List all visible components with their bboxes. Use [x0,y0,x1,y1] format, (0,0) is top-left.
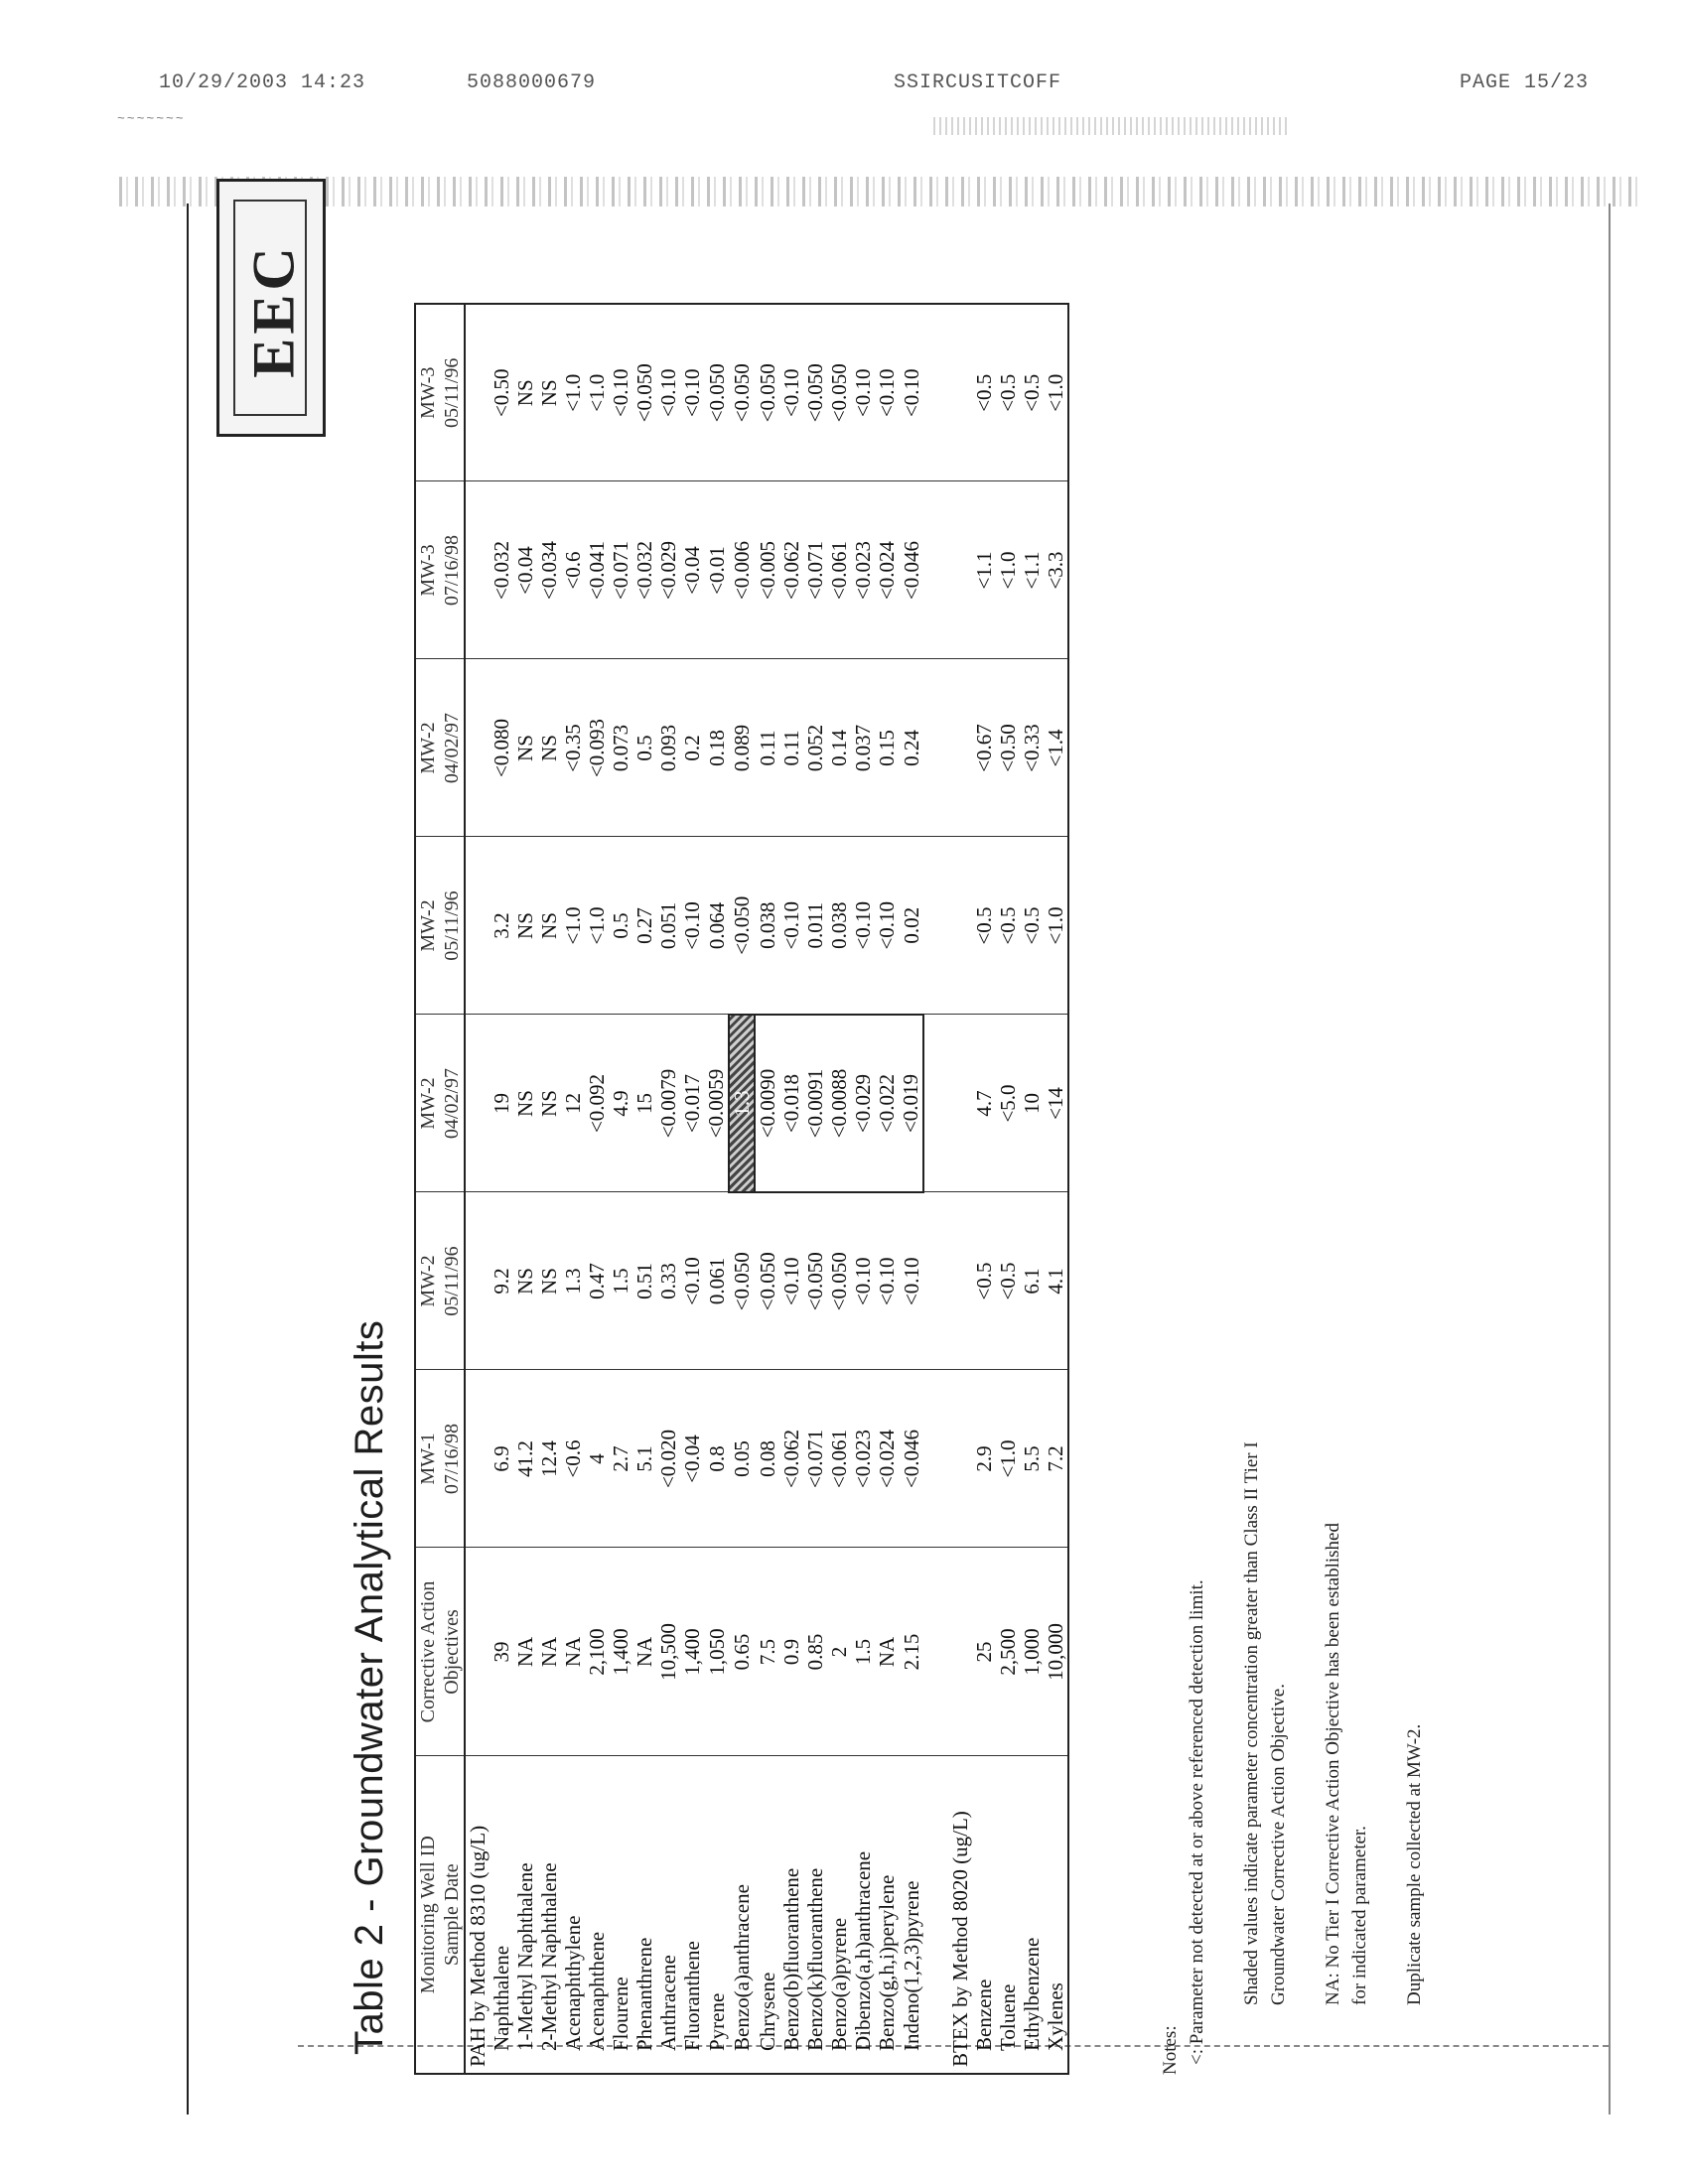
section-row-btex [948,304,972,2074]
empty-cell [948,1015,972,1192]
empty-cell [923,1756,948,2074]
result-value: <0.10 [851,837,875,1015]
table-row [803,304,827,2074]
table-row [561,304,585,2074]
objective-value: 0.85 [803,1548,827,1756]
column-header-well: MW-1 [415,1370,440,1548]
objective-value: 0.65 [729,1548,755,1756]
result-value: <0.5 [1020,304,1044,481]
objective-value: 1.5 [851,1548,875,1756]
result-value: 19 [490,1015,513,1192]
parameter-name: 1-Methyl Naphthalene [513,1756,537,2074]
parameter-name: Chrysene [755,1756,779,2074]
result-value: <0.5 [1020,837,1044,1015]
result-value: 7.2 [1044,1370,1068,1548]
shaded-exceedance-value: 1.3 [729,1015,755,1192]
result-value: <0.050 [803,304,827,481]
note-shaded-values-cont: Groundwater Corrective Action Objective. [1268,1684,1289,2005]
result-value: <0.04 [680,481,704,659]
result-value: <0.050 [803,1192,827,1370]
result-value: <1.4 [1044,659,1068,837]
logo-lettering: EEC [240,243,307,378]
column-header-well: MW-2 [415,1192,440,1370]
result-value: <0.0091 [803,1015,827,1192]
result-value: <0.020 [656,1370,680,1548]
result-value: 4.7 [972,1015,996,1192]
column-header-objectives-sub: Objectives [440,1548,465,1756]
objective-value: 1,000 [1020,1548,1044,1756]
result-value: 0.18 [704,659,729,837]
result-value: <0.10 [851,304,875,481]
table-row [755,304,779,2074]
empty-cell [948,304,972,481]
empty-cell [948,1192,972,1370]
empty-cell [923,837,948,1015]
table-row [996,304,1020,2074]
note-detection-limit: <: Parameter not detected at or above referenced detection limit. [1187,1579,1207,2065]
result-value: 0.51 [632,1192,656,1370]
section-row-pah [465,304,490,2074]
result-value: <0.006 [729,481,755,659]
result-value: <0.35 [561,659,585,837]
result-value: <3.3 [1044,481,1068,659]
result-value: 0.011 [803,837,827,1015]
empty-cell [465,1192,490,1370]
result-value: <0.050 [632,304,656,481]
result-value: <0.023 [851,481,875,659]
table-row [632,304,656,2074]
table-row [1044,304,1068,2074]
column-header-well: MW-2 [415,1015,440,1192]
result-value: <0.062 [779,481,803,659]
fax-noise-artifact [933,117,1291,135]
result-value: 1.3 [561,1192,585,1370]
column-header-well: MW-3 [415,304,440,481]
empty-cell [465,1015,490,1192]
column-header-objectives: Corrective Action [415,1548,440,1756]
empty-cell [923,1370,948,1548]
result-value: <0.01 [704,481,729,659]
column-header-date: 05/11/96 [440,304,465,481]
result-value: <0.5 [972,1192,996,1370]
result-value: 5.5 [1020,1370,1044,1548]
table-row [729,304,755,2074]
header-row-well-id [415,304,440,2074]
result-value: <0.5 [972,837,996,1015]
parameter-name: Indeno(1,2,3)pyrene [899,1756,923,2074]
result-value: <0.10 [779,1192,803,1370]
result-value: <1.0 [561,837,585,1015]
result-value: 0.5 [632,659,656,837]
result-value: <0.046 [899,1370,923,1548]
fax-subline: ~~~~~~~ [117,111,186,126]
parameter-name: Phenanthrene [632,1756,656,2074]
result-value: <0.050 [827,304,851,481]
objective-value: 2.15 [899,1548,923,1756]
result-value: <1.0 [585,837,609,1015]
result-value: 5.1 [632,1370,656,1548]
result-value: <0.005 [755,481,779,659]
result-value: <1.0 [1044,304,1068,481]
result-value: <1.0 [561,304,585,481]
column-header-sample-date: Sample Date [440,1756,465,2074]
section-label: BTEX by Method 8020 (ug/L) [948,1756,972,2074]
empty-cell [948,659,972,837]
column-header-well-id: Monitoring Well ID [415,1756,440,2074]
table-header [415,304,465,2074]
column-header-date: 04/02/97 [440,659,465,837]
result-value: <5.0 [996,1015,1020,1192]
empty-cell [465,1370,490,1548]
parameter-name: Benzo(a)pyrene [827,1756,851,2074]
result-value: <0.04 [513,481,537,659]
result-value: NS [537,304,561,481]
column-header-date: 07/16/98 [440,1370,465,1548]
result-value: <0.10 [875,837,899,1015]
result-value: <0.10 [851,1192,875,1370]
result-value: <0.024 [875,481,899,659]
empty-cell [923,1015,948,1192]
section-label: PAH by Method 8310 (ug/L) [465,1756,490,2074]
table-row [827,304,851,2074]
result-value: 0.8 [704,1370,729,1548]
result-value: 0.061 [704,1192,729,1370]
result-value: <0.061 [827,1370,851,1548]
result-value: 4 [585,1370,609,1548]
result-value: 6.1 [1020,1192,1044,1370]
result-value: NS [513,1192,537,1370]
result-value: 0.15 [875,659,899,837]
result-value: <0.10 [875,1192,899,1370]
parameter-name: Acenaphthylene [561,1756,585,2074]
result-value: <0.10 [875,304,899,481]
parameter-name: Benzo(a)anthracene [729,1756,755,2074]
result-value: 0.14 [827,659,851,837]
objective-value: 2,100 [585,1548,609,1756]
result-value: 0.037 [851,659,875,837]
result-value: 3.2 [490,837,513,1015]
result-value: <0.029 [656,481,680,659]
groundwater-results-table [414,303,1069,2075]
empty-cell [923,304,948,481]
result-value: 6.9 [490,1370,513,1548]
empty-cell [465,659,490,837]
result-value: <0.029 [851,1015,875,1192]
table-row [513,304,537,2074]
result-value: 12.4 [537,1370,561,1548]
parameter-name: Flourene [609,1756,632,2074]
column-header-date: 07/16/98 [440,481,465,659]
column-header-date: 05/11/96 [440,1192,465,1370]
empty-cell [948,481,972,659]
result-value: 0.11 [755,659,779,837]
result-value: NS [537,837,561,1015]
table-row [490,304,513,2074]
result-value: <0.071 [803,481,827,659]
fax-page-number: PAGE 15/23 [1460,71,1590,94]
result-value: <0.050 [755,1192,779,1370]
result-value: 2.9 [972,1370,996,1548]
result-value: 0.2 [680,659,704,837]
empty-cell [948,1370,972,1548]
result-value: <0.022 [875,1015,899,1192]
result-value: 0.5 [609,837,632,1015]
parameter-name: Benzene [972,1756,996,2074]
objective-value: 10,500 [656,1548,680,1756]
result-value: 0.064 [704,837,729,1015]
parameter-name: Xylenes [1044,1756,1068,2074]
table-title: Table 2 - Groundwater Analytical Results [348,1319,391,2055]
result-value: <0.061 [827,481,851,659]
objective-value: 1,050 [704,1548,729,1756]
objective-value: 2,500 [996,1548,1020,1756]
result-value: 0.27 [632,837,656,1015]
result-value: <0.062 [779,1370,803,1548]
result-value: <0.5 [996,304,1020,481]
result-value: <0.10 [656,304,680,481]
table-row [680,304,704,2074]
result-value: 10 [1020,1015,1044,1192]
result-value: <0.032 [632,481,656,659]
result-value: <0.6 [561,481,585,659]
result-value: <0.5 [996,1192,1020,1370]
objective-value: 2 [827,1548,851,1756]
parameter-name: Anthracene [656,1756,680,2074]
result-value: 0.02 [899,837,923,1015]
objective-value: NA [537,1548,561,1756]
result-value: <0.67 [972,659,996,837]
table-row [537,304,561,2074]
result-value: 0.33 [656,1192,680,1370]
result-value: NS [513,659,537,837]
result-value: <0.071 [803,1370,827,1548]
parameter-name: Ethylbenzene [1020,1756,1044,2074]
result-value: 0.038 [827,837,851,1015]
result-value: <0.050 [729,1192,755,1370]
objective-value: 7.5 [755,1548,779,1756]
result-value: <0.018 [779,1015,803,1192]
result-value: 0.24 [899,659,923,837]
table-row [779,304,803,2074]
result-value: 0.47 [585,1192,609,1370]
result-value: <0.10 [899,304,923,481]
result-value: <0.041 [585,481,609,659]
result-value: <0.071 [609,481,632,659]
result-value: <0.050 [827,1192,851,1370]
result-value: <0.032 [490,481,513,659]
table-body [465,304,1068,2074]
result-value: NS [537,659,561,837]
page-border-right [1609,204,1611,2115]
spacer-row [923,304,948,2074]
result-value: <1.0 [1044,837,1068,1015]
column-header-well: MW-2 [415,659,440,837]
parameter-name: 2-Methyl Naphthalene [537,1756,561,2074]
table-row [1020,304,1044,2074]
result-value: 41.2 [513,1370,537,1548]
result-value: NS [513,837,537,1015]
result-value: <1.0 [585,304,609,481]
result-value: NS [513,304,537,481]
empty-cell [465,304,490,481]
result-value: <0.0090 [755,1015,779,1192]
notes-heading: Notes: [1160,2025,1181,2075]
parameter-name: Acenaphthene [585,1756,609,2074]
result-value: 0.05 [729,1370,755,1548]
note-na: NA: No Tier I Corrective Action Objective has been established [1323,1523,1343,2005]
column-header-date: 04/02/97 [440,1015,465,1192]
result-value: <0.5 [996,837,1020,1015]
result-value: <0.10 [779,304,803,481]
result-value: <0.5 [972,304,996,481]
parameter-name: Benzo(g,h,i)perylene [875,1756,899,2074]
objective-value: 39 [490,1548,513,1756]
result-value: 15 [632,1015,656,1192]
empty-cell [923,481,948,659]
result-value: <0.050 [755,304,779,481]
result-value: NS [537,1015,561,1192]
result-value: <0.10 [680,304,704,481]
result-value: 0.038 [755,837,779,1015]
result-value: <0.034 [537,481,561,659]
table-row [585,304,609,2074]
header-row-sample-date [440,304,465,2074]
column-header-well: MW-2 [415,837,440,1015]
objective-value: NA [561,1548,585,1756]
result-value: <0.6 [561,1370,585,1548]
parameter-name: Toluene [996,1756,1020,2074]
table-row [851,304,875,2074]
result-value: <0.0088 [827,1015,851,1192]
result-value: <0.50 [996,659,1020,837]
result-value: 4.1 [1044,1192,1068,1370]
result-value: NS [513,1015,537,1192]
empty-cell [465,837,490,1015]
table-row [899,304,923,2074]
result-value: 2.7 [609,1370,632,1548]
notes-section [1157,288,1428,2075]
empty-cell [948,1548,972,1756]
parameter-name: Benzo(k)fluoranthene [803,1756,827,2074]
result-value: <0.04 [680,1370,704,1548]
result-value: 0.073 [609,659,632,837]
result-value: 0.052 [803,659,827,837]
parameter-name: Benzo(b)fluoranthene [779,1756,803,2074]
parameter-name: Dibenzo(a,h)anthracene [851,1756,875,2074]
result-value: <1.1 [1020,481,1044,659]
result-value: <0.50 [490,304,513,481]
result-value: <0.050 [729,837,755,1015]
result-value: <0.019 [899,1015,923,1192]
objective-value: 0.9 [779,1548,803,1756]
result-value: 0.08 [755,1370,779,1548]
objective-value: NA [875,1548,899,1756]
result-value: <0.046 [899,481,923,659]
result-value: <0.10 [680,837,704,1015]
result-value: <0.080 [490,659,513,837]
empty-cell [923,1548,948,1756]
table-row [875,304,899,2074]
objective-value: 10,000 [1044,1548,1068,1756]
result-value: <0.050 [729,304,755,481]
result-value: <0.0059 [704,1015,729,1192]
result-value: <14 [1044,1015,1068,1192]
result-value: <0.10 [779,837,803,1015]
note-na-cont: for indicated parameter. [1349,1826,1370,2005]
result-value: 0.093 [656,659,680,837]
empty-cell [923,1192,948,1370]
result-value: 0.11 [779,659,803,837]
result-value: NS [537,1192,561,1370]
result-value: <0.33 [1020,659,1044,837]
empty-cell [923,659,948,837]
fax-sender: SSIRCUSITCOFF [894,71,1062,94]
result-value: <0.024 [875,1370,899,1548]
fax-timestamp: 10/29/2003 14:23 [159,71,366,94]
result-value: 9.2 [490,1192,513,1370]
result-value: <0.092 [585,1015,609,1192]
result-value: 0.089 [729,659,755,837]
fax-header [159,71,1628,95]
rotated-page-content [184,228,1594,2075]
table-row [656,304,680,2074]
result-value: <0.10 [899,1192,923,1370]
result-value: <1.0 [996,481,1020,659]
note-duplicate: Duplicate sample collected at MW-2. [1404,1723,1425,2005]
fax-number: 5088000679 [467,71,597,94]
table-row [972,304,996,2074]
parameter-name: Naphthalene [490,1756,513,2074]
fax-noise-band [119,177,1638,206]
objective-value: 25 [972,1548,996,1756]
column-header-well: MW-3 [415,481,440,659]
result-value: <1.0 [996,1370,1020,1548]
result-value: 1.5 [609,1192,632,1370]
objective-value: 1,400 [680,1548,704,1756]
objective-value: NA [632,1548,656,1756]
table-row [609,304,632,2074]
result-value: 4.9 [609,1015,632,1192]
parameter-name: Fluoranthene [680,1756,704,2074]
result-value: <0.017 [680,1015,704,1192]
result-value: <0.050 [704,304,729,481]
result-value: <0.10 [609,304,632,481]
result-value: <0.10 [680,1192,704,1370]
objective-value: 1,400 [609,1548,632,1756]
parameter-name: Pyrene [704,1756,729,2074]
empty-cell [465,481,490,659]
result-value: 12 [561,1015,585,1192]
column-header-date: 05/11/96 [440,837,465,1015]
empty-cell [465,1548,490,1756]
result-value: <0.0079 [656,1015,680,1192]
table-row [704,304,729,2074]
objective-value: NA [513,1548,537,1756]
result-value: <1.1 [972,481,996,659]
note-shaded-values: Shaded values indicate parameter concentration greater than Class II Tier I [1241,1441,1262,2005]
empty-cell [948,837,972,1015]
result-value: <0.023 [851,1370,875,1548]
result-value: 0.051 [656,837,680,1015]
result-value: <0.093 [585,659,609,837]
